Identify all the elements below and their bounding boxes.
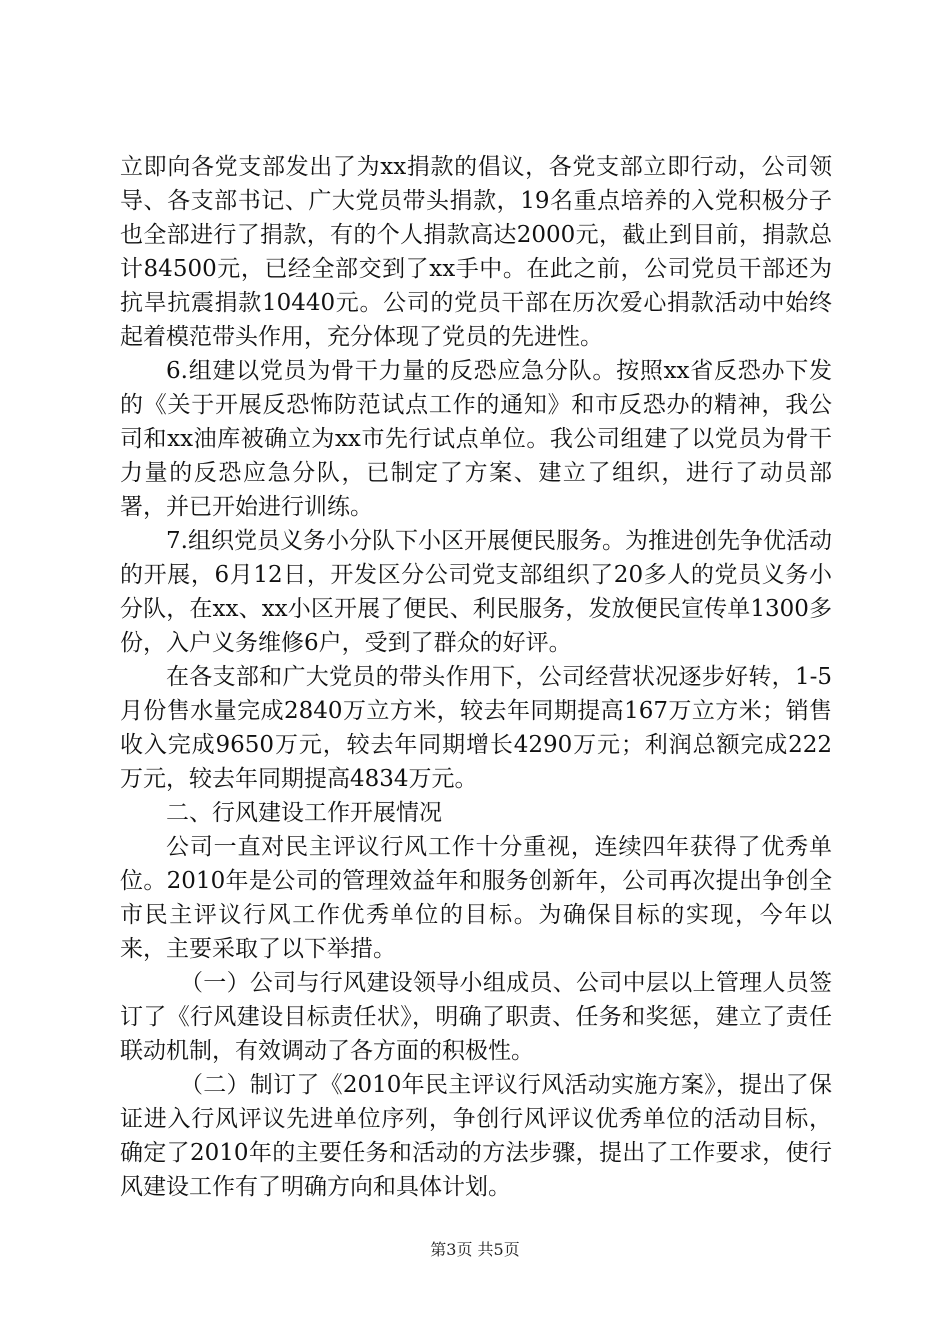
paragraph-measure-two: （二）制订了《2010年民主评议行风活动实施方案》，提出了保证进入行风评议先进单位序列，争创行风评议优秀单位的活动目标，确定了2010年的主要任务和活动的方法步骤，提出了工作要求，使行风建设工作有了明确方向和具体计划。 <box>120 1072 832 1200</box>
paragraph-anti-terror-team: 6.组建以党员为骨干力量的反恐应急分队。按照xx省反恐办下发的《关于开展反恐怖防范试点工作的通知》和市反恐办的精神，我公司和xx油库被确立为xx市先行试点单位。我公司组建了以党员为骨干力量的反恐应急分队，已制定了方案、建立了组织，进行了动员部署，并已开始进行训练。 <box>120 358 832 520</box>
section-heading-conduct: 二、行风建设工作开展情况 <box>166 800 442 826</box>
document-body <box>120 150 832 1204</box>
paragraph-business-results: 在各支部和广大党员的带头作用下，公司经营状况逐步好转，1-5月份售水量完成2840万立方米，较去年同期提高167万立方米；销售收入完成9650万元，较去年同期增长4290万元；利润总额完成222万元，较去年同期提高4834万元。 <box>120 664 832 792</box>
paragraph-measure-one: （一）公司与行风建设领导小组成员、公司中层以上管理人员签订了《行风建设目标责任状》，明确了职责、任务和奖惩，建立了责任联动机制，有效调动了各方面的积极性。 <box>120 970 832 1064</box>
paragraph-donation-continued: 立即向各党支部发出了为xx捐款的倡议，各党支部立即行动，公司领导、各支部书记、广大党员带头捐款，19名重点培养的入党积极分子也全部进行了捐款，有的个人捐款高达2000元，截止到目前，捐款总计84500元，已经全部交到了xx手中。在此之前，公司党员干部还为抗旱抗震捐款10440元。公司的党员干部在历次爱心捐款活动中始终起着模范带头作用，充分体现了党员的先进性。 <box>120 154 832 350</box>
paragraph-conduct-overview: 公司一直对民主评议行风工作十分重视，连续四年获得了优秀单位。2010年是公司的管理效益年和服务创新年，公司再次提出争创全市民主评议行风工作优秀单位的目标。为确保目标的实现，今年以来，主要采取了以下举措。 <box>120 834 832 962</box>
paragraph-volunteer-service: 7.组织党员义务小分队下小区开展便民服务。为推进创先争优活动的开展，6月12日，开发区分公司党支部组织了20多人的党员义务小分队，在xx、xx小区开展了便民、利民服务，发放便民宣传单1300多份，入户义务维修6户，受到了群众的好评。 <box>120 528 832 656</box>
page-number-footer: 第3页 共5页 <box>430 1240 520 1259</box>
